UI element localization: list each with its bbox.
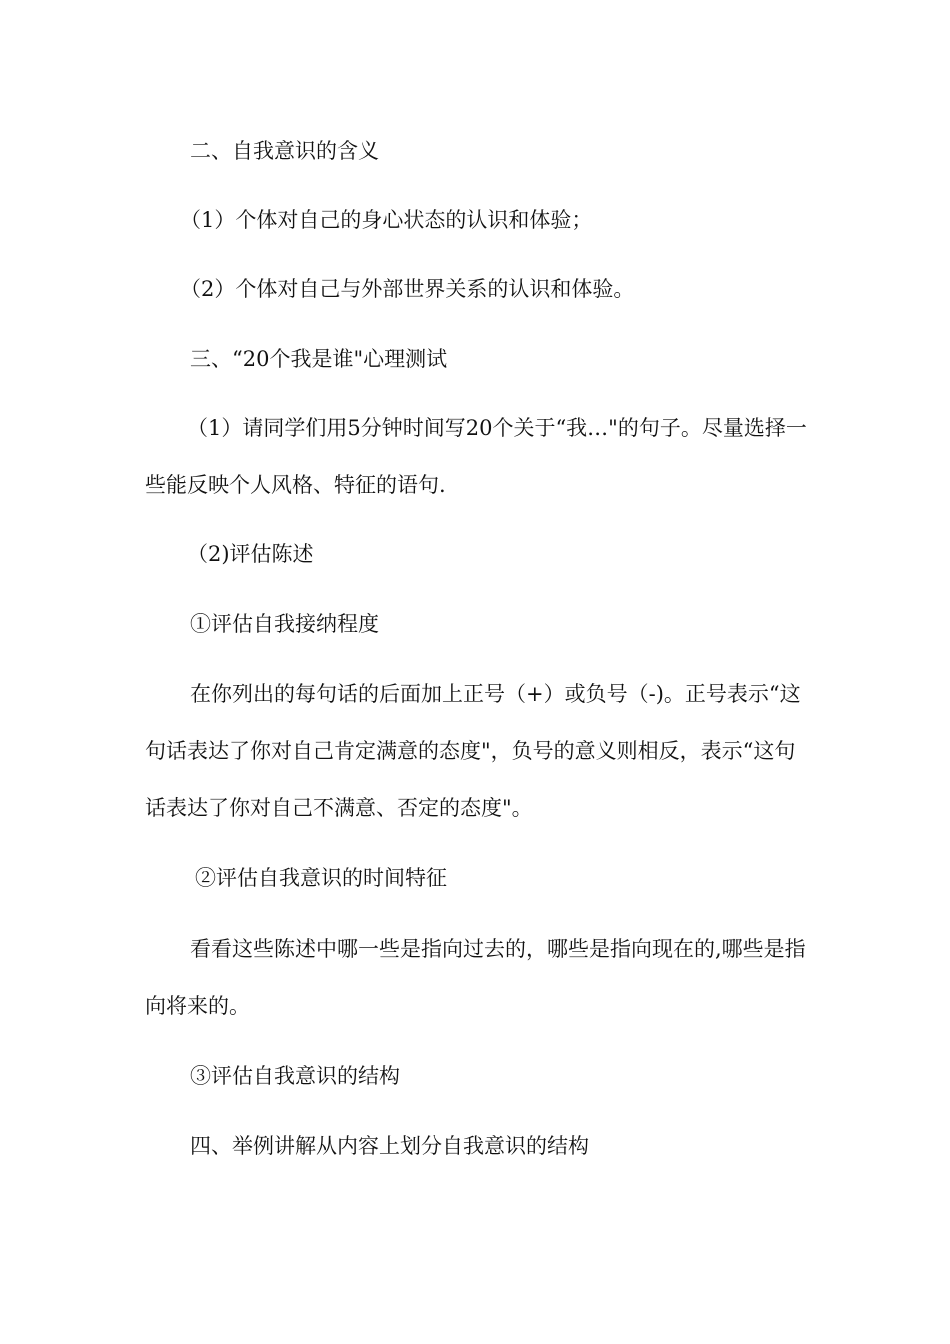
section-heading-2: 二、自我意识的含义 bbox=[190, 139, 379, 163]
time-feature-paragraph: 看看这些陈述中哪一些是指向过去的，哪些是指向现在的,哪些是指向将来的。 bbox=[145, 937, 806, 1018]
evaluation-step-3: ③评估自我意识的结构 bbox=[190, 1064, 400, 1088]
evaluation-step-1: ①评估自我接纳程度 bbox=[190, 612, 379, 636]
test-instruction-paragraph: （1）请同学们用5分钟时间写20个关于“我…"的句子。尽量选择一些能反映个人风格、特征的语句. bbox=[145, 416, 807, 497]
self-acceptance-paragraph: 在你列出的每句话的后面加上正号（+）或负号（-)。正号表示“这句话表达了你对自己肯定满意的态度"，负号的意义则相反，表示“这句话表达了你对自己不满意、否定的态度"。 bbox=[145, 682, 801, 820]
definition-item-2: （2）个体对自己与外部世界关系的认识和体验。 bbox=[180, 277, 635, 301]
definition-item-1: （1）个体对自己的身心状态的认识和体验； bbox=[180, 208, 593, 232]
evaluation-step-2: ②评估自我意识的时间特征 bbox=[195, 866, 447, 890]
section-heading-3: 三、“20个我是谁"心理测试 bbox=[190, 347, 448, 371]
subheading-evaluate-statements: （2)评估陈述 bbox=[187, 542, 314, 566]
section-heading-4: 四、举例讲解从内容上划分自我意识的结构 bbox=[190, 1134, 589, 1158]
